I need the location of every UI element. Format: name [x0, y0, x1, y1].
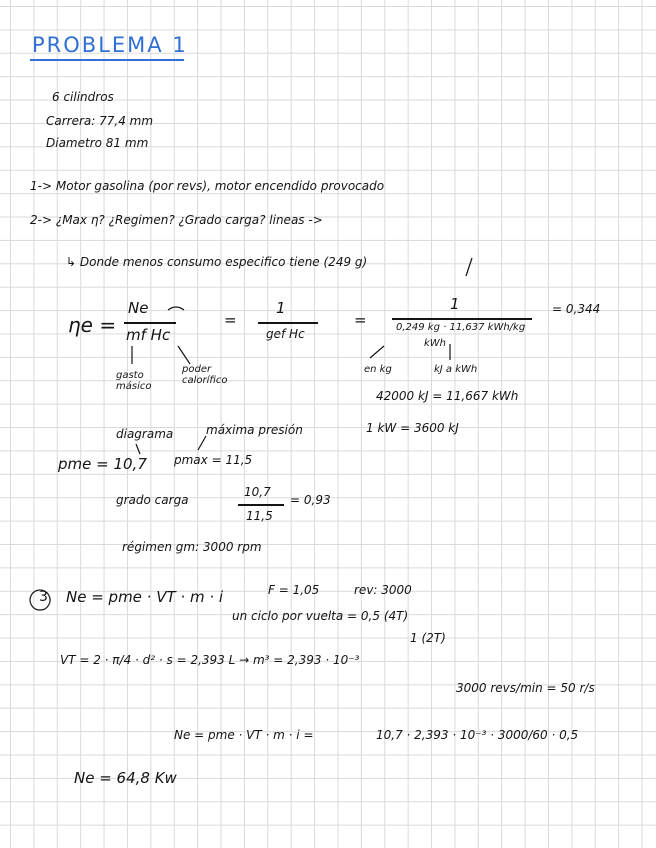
regime-value: régimen gm: 3000 rpm	[122, 540, 262, 554]
label-maxima-presion: máxima presión	[206, 423, 303, 437]
conversion-1: 42000 kJ = 11,667 kWh	[376, 389, 519, 403]
arrow-diagrama	[136, 444, 140, 454]
grado-carga-result: = 0,93	[290, 493, 331, 507]
conversion-2: 1 kW = 3600 kJ	[366, 421, 459, 435]
question-2-sub: ↳ Donde menos consumo especifico tiene (249 g)	[66, 255, 368, 269]
equals-sign-1: =	[224, 311, 237, 329]
arrow-squiggle	[168, 307, 184, 310]
note-poder-calorifico: poder calorífico	[182, 364, 228, 386]
q3-cycles-2t: 1 (2T)	[410, 631, 446, 645]
efficiency-denominator-3: 0,249 kg · 11,637 kWh/kg	[396, 322, 526, 333]
question-2: 2-> ¿Max η? ¿Regimen? ¿Grado carga? lineas ->	[30, 213, 323, 227]
arrow-presion	[198, 436, 206, 450]
note-en-kg: en kg	[364, 364, 392, 375]
q3-ne-values: 10,7 · 2,393 · 10⁻³ · 3000/60 · 0,5	[376, 728, 579, 742]
q3-f-value: F = 1,05	[268, 583, 320, 597]
efficiency-numerator-1: Ne	[128, 299, 149, 317]
pmax-value: pmax = 11,5	[174, 453, 253, 467]
pme-value: pme = 10,7	[58, 455, 147, 473]
q3-rev-value: rev: 3000	[354, 583, 412, 597]
q3-equation: Ne = pme · VT · m · i	[66, 588, 224, 606]
q3-ne-result: Ne = 64,8 Kw	[74, 769, 177, 787]
efficiency-numerator-2: 1	[276, 299, 286, 317]
q3-revs-conversion: 3000 revs/min = 50 r/s	[456, 681, 595, 695]
question-3-number: 3	[39, 589, 48, 605]
question-1: 1-> Motor gasolina (por revs), motor encendido provocado	[30, 179, 385, 193]
problem-title: PROBLEMA 1	[32, 33, 188, 57]
given-cylinders: 6 cilindros	[52, 90, 114, 104]
equals-sign-2: =	[354, 311, 367, 329]
efficiency-denominator-1: mf Hc	[126, 326, 171, 344]
efficiency-lhs: ηe =	[68, 313, 117, 337]
q3-ne-formula: Ne = pme · VT · m · i =	[174, 728, 314, 742]
grado-carga-denominator: 11,5	[246, 509, 273, 523]
efficiency-denominator-2: gef Hc	[266, 327, 305, 341]
grado-carga-label: grado carga	[116, 493, 189, 507]
grado-carga-numerator: 10,7	[244, 485, 271, 499]
arrow-to-poder	[178, 346, 190, 364]
efficiency-result: = 0,344	[552, 302, 601, 316]
efficiency-denominator-3-sub: kWh	[424, 338, 447, 349]
efficiency-numerator-3: 1	[450, 295, 460, 313]
circle-3-mark	[30, 590, 50, 610]
note-gasto-masico: gasto másico	[116, 370, 152, 392]
q3-cycles-4t: un ciclo por vuelta = 0,5 (4T)	[232, 609, 409, 623]
arrow-to-kg	[370, 346, 384, 358]
q3-vt-calculation: VT = 2 · π/4 · d² · s = 2,393 L → m³ = 2,393 · 10⁻³	[60, 653, 360, 667]
given-stroke: Carrera: 77,4 mm	[46, 114, 154, 128]
bracket-mark	[466, 258, 472, 276]
given-diameter: Diametro 81 mm	[46, 136, 149, 150]
label-diagrama: diagrama	[116, 427, 174, 441]
note-kj-a-kwh: kJ a kWh	[434, 364, 478, 375]
